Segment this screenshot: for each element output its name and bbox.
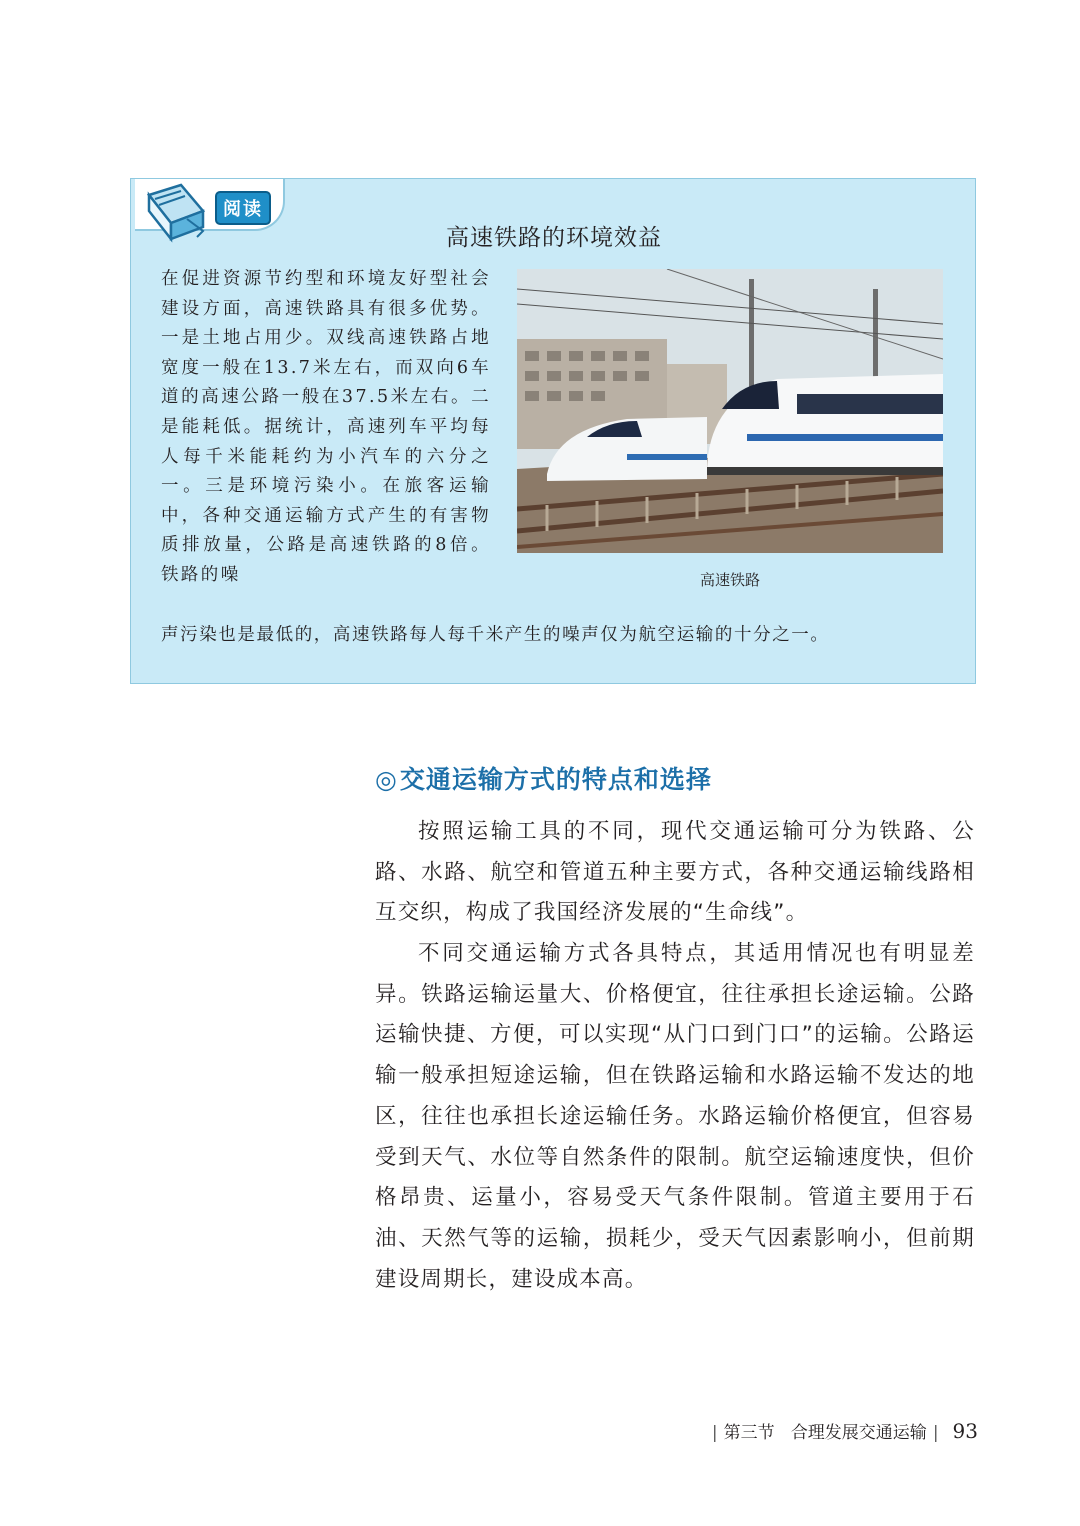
footer-section-label: 第三节 [723, 1423, 775, 1443]
paragraph-1: 按照运输工具的不同，现代交通运输可分为铁路、公路、水路、航空和管道五种主要方式，各种交通运输线路相互交织，构成了我国经济发展的“生命线”。 [375, 819, 975, 926]
reading-box-title: 高速铁路的环境效益 [446, 225, 662, 251]
footer-divider: | [932, 1423, 939, 1443]
page-footer [706, 1418, 978, 1443]
section-heading-text: 交通运输方式的特点和选择 [399, 765, 712, 794]
reading-box [130, 178, 976, 684]
section-heading [375, 760, 712, 796]
section-mark: ◎ [375, 765, 398, 794]
reading-label: 阅读 [215, 191, 271, 225]
paragraph-2: 不同交通运输方式各具特点，其适用情况也有明显差异。铁路运输运量大、价格便宜，往往承担长途运输。公路运输快捷、方便，可以实现“从门口到门口”的运输。公路运输一般承担短途运输，但在铁路运输和水路运输不发达的地区，往往也承担长途运输任务。水路运输价格便宜，但容易受到天气、水位等自然条件的限制。航空运输速度快，但价格昂贵、运量小，容易受天气条件限制。管道主要用于石油、天然气等的运输，损耗少，受天气因素影响小，但前期建设周期长，建设成本高。 [375, 941, 975, 1292]
footer-chapter-title: 合理发展交通运输 [790, 1423, 927, 1443]
reading-box-text-continued: 声污染也是最低的，高速铁路每人每千米产生的噪声仅为航空运输的十分之一。 [161, 625, 830, 645]
photo-caption: 高速铁路 [699, 571, 760, 589]
high-speed-rail-photo [517, 269, 943, 553]
reading-box-text: 在促进资源节约型和环境友好型社会建设方面，高速铁路具有很多优势。一是土地占用少。双线高速铁路占地宽度一般在13.7米左右，而双向6车道的高速公路一般在37.5米左右。二是能耗低。据统计，高速列车平均每人每千米能耗约为小汽车的六分之一。三是环境污染小。在旅客运输中，各种交通运输方式产生的有害物质排放量，公路是高速铁路的8倍。铁路的噪 [161, 269, 491, 585]
page-number: 93 [952, 1419, 978, 1443]
footer-divider: | [711, 1423, 718, 1443]
